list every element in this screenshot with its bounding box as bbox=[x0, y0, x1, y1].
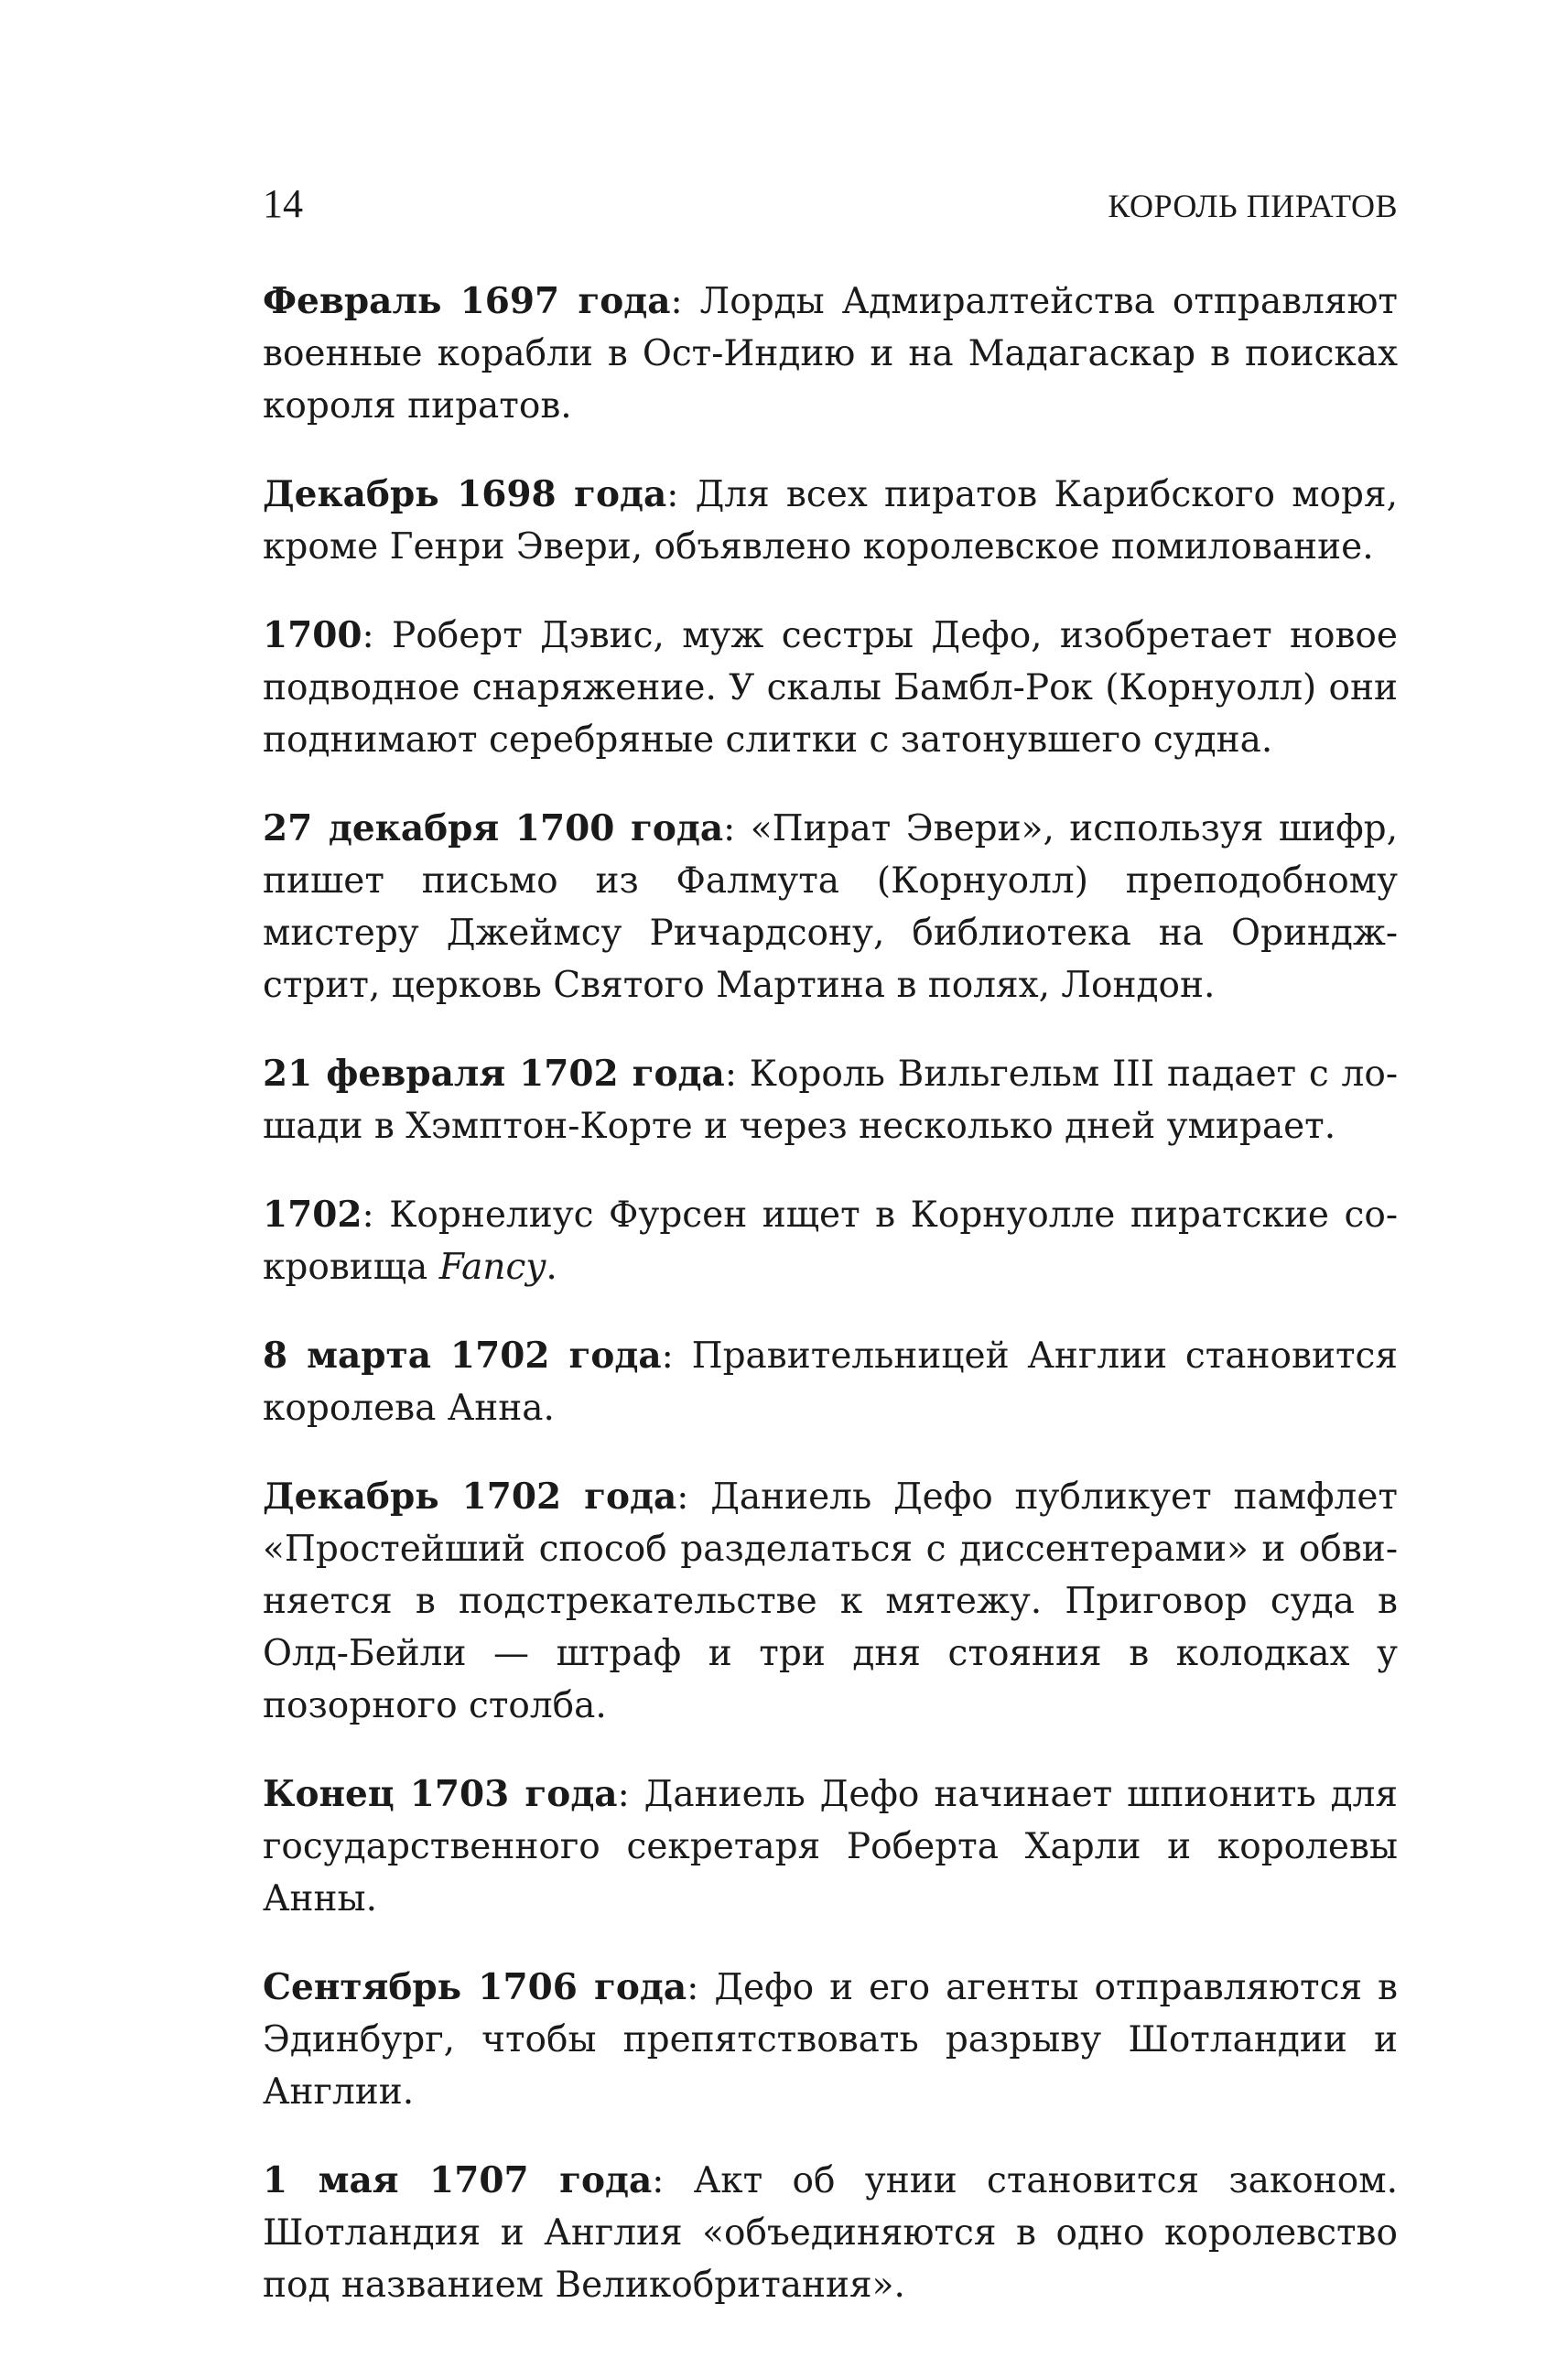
running-title: КОРОЛЬ ПИРАТОВ bbox=[1108, 188, 1398, 224]
entry-text: Правительницей Англии становится королева Анна. bbox=[263, 1335, 1398, 1429]
entry-separator: : bbox=[676, 1476, 711, 1518]
timeline-entry bbox=[263, 1962, 1398, 2118]
timeline-entry bbox=[263, 803, 1398, 1011]
entry-text: Роберт Дэвис, муж сестры Дефо, изобретает новое подводное снаряжение. У скалы Бамбл-Рок (Корнуолл) они поднимают серебряные слитки с затонувшего судна. bbox=[263, 615, 1398, 761]
entry-text: Корнелиус Фурсен ищет в Корнуолле пиратские сокровища bbox=[263, 1195, 1398, 1288]
timeline-entry bbox=[263, 276, 1398, 432]
entry-date: Февраль 1697 года bbox=[263, 280, 671, 322]
timeline-entry bbox=[263, 2155, 1398, 2311]
timeline-entry bbox=[263, 1471, 1398, 1732]
entry-separator: : bbox=[724, 1054, 750, 1095]
entry-text: Акт об унии становится законом. Шотландия и Англия «объединяются в одно королевство под названием Великобритания». bbox=[263, 2160, 1398, 2306]
entry-date: 27 декабря 1700 года bbox=[263, 807, 724, 849]
ship-name-italic: Fancy bbox=[438, 1247, 546, 1288]
entry-separator: : bbox=[617, 1774, 644, 1815]
timeline-entry bbox=[263, 1330, 1398, 1434]
timeline-entry bbox=[263, 1189, 1398, 1293]
timeline-entries bbox=[263, 276, 1398, 2311]
entry-separator: : bbox=[687, 1967, 715, 2008]
timeline-entry bbox=[263, 610, 1398, 766]
page-number: 14 bbox=[263, 181, 303, 226]
entry-date: Сентябрь 1706 года bbox=[263, 1966, 687, 2008]
timeline-entry bbox=[263, 1048, 1398, 1152]
entry-date: 1 мая 1707 года bbox=[263, 2159, 653, 2201]
book-page bbox=[263, 178, 1398, 2348]
entry-text: Для всех пиратов Карибского моря, кроме Генри Эвери, объявлено королевское помилование. bbox=[263, 474, 1398, 568]
entry-separator: : bbox=[670, 281, 700, 322]
entry-separator: : bbox=[723, 808, 751, 849]
entry-separator: : bbox=[362, 615, 393, 656]
entry-separator: : bbox=[661, 1335, 692, 1377]
timeline-entry bbox=[263, 469, 1398, 573]
entry-text: Даниель Дефо публикует памфлет «Простейший способ разделаться с диссентерами» и обвиняется в подстрекательстве к мятежу. Приговор суда в Олд-Бейли — штраф и три дня стояния в колодках у позорного столба. bbox=[263, 1476, 1398, 1726]
entry-date: 1702 bbox=[263, 1194, 362, 1236]
entry-date: Конец 1703 года bbox=[263, 1773, 618, 1815]
entry-text: Даниель Дефо начинает шпионить для государственного секретаря Роберта Харли и королевы Анны. bbox=[263, 1774, 1398, 1919]
entry-text: Король Вильгельм III падает с лошади в Хэмптон-Корте и через несколько дней умирает. bbox=[263, 1054, 1398, 1147]
entry-separator: : bbox=[652, 2160, 694, 2201]
entry-date: 8 марта 1702 года bbox=[263, 1335, 662, 1377]
timeline-entry bbox=[263, 1768, 1398, 1925]
entry-separator: : bbox=[362, 1195, 390, 1236]
entry-text-end: . bbox=[546, 1247, 557, 1288]
entry-text: Лорды Адмиралтейства отправляют военные корабли в Ост-Индию и на Мадагаскар в поисках короля пиратов. bbox=[263, 281, 1398, 427]
running-head bbox=[263, 178, 1398, 232]
entry-date: 1700 bbox=[263, 614, 362, 656]
entry-text: Дефо и его агенты отправляются в Эдинбург, чтобы препятствовать разрыву Шотландии и Англии. bbox=[263, 1967, 1398, 2113]
entry-separator: : bbox=[666, 474, 696, 515]
entry-date: Декабрь 1702 года bbox=[263, 1476, 677, 1518]
entry-text: «Пират Эвери», используя шифр, пишет письмо из Фалмута (Корнуолл) преподобному мистеру Джеймсу Ричардсону, библиотека на Ориндж-стрит, церковь Святого Мартина в полях, Лондон. bbox=[263, 808, 1398, 1006]
entry-date: 21 февраля 1702 года bbox=[263, 1053, 725, 1095]
entry-date: Декабрь 1698 года bbox=[263, 473, 667, 515]
